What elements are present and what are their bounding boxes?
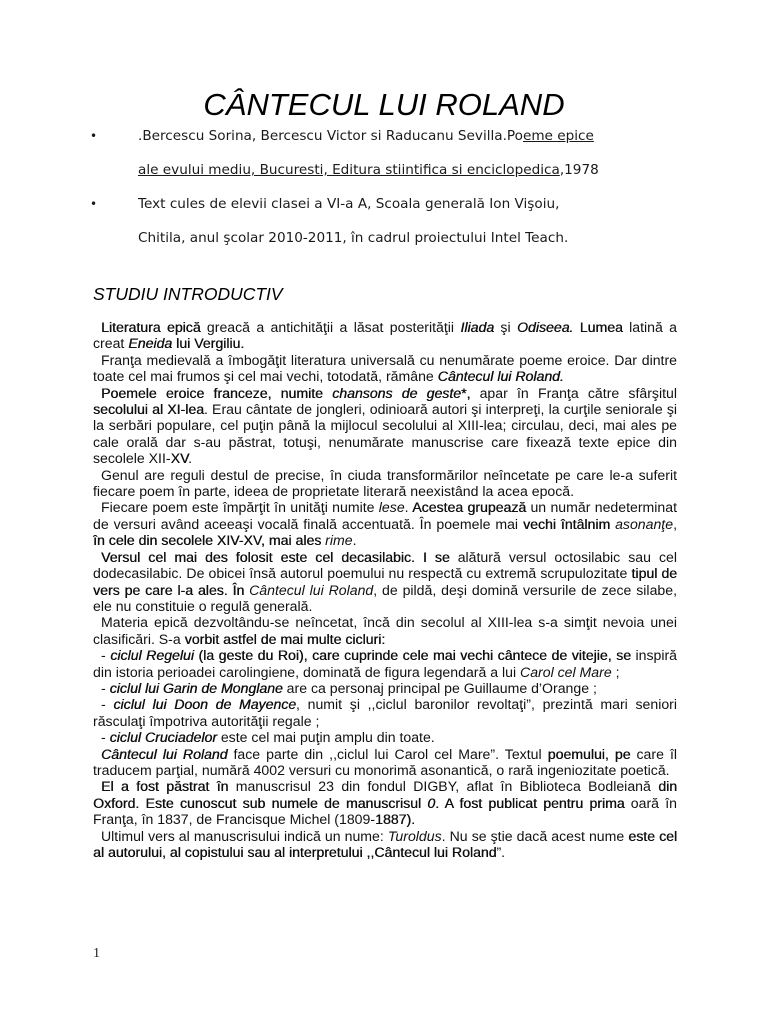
bullet-icon: • <box>90 197 98 211</box>
body-text <box>93 319 677 860</box>
list-item: - ciclul Regelui (la geste du Roi), care cuprinde cele mai vechi cântece de vitejie, se inspiră din istoria perioadei carolingiene, dominată de figura legendară a lui Carol cel Mare ; <box>93 647 678 680</box>
source-item <box>90 119 684 187</box>
bullet-icon: • <box>90 129 98 143</box>
paragraph: Franţa medievală a îmbogăţit literatura universală cu nenumărate poeme eroice. Dar dintre toate cel mai frumos şi cel mai vechi, totodată, rămâne Cântecul lui Roland. <box>93 351 677 385</box>
source-item <box>90 187 684 255</box>
section-title: STUDIU INTRODUCTIV <box>93 284 283 304</box>
paragraph: Fiecare poem este împărţit în unităţi numite lese. Acestea grupează un număr nedeterminat de versuri având aceeaşi vocală finală accentuată. În poemele mai vechi întâlnim asonanţe, în cele din secolele XIV-XV, mai ales rime. <box>93 499 677 549</box>
list-item: - ciclul lui Doon de Mayence, numit şi ,,ciclul baronilor revoltaţi”, prezintă mari seniori răsculaţi împotriva autorităţii regale ; <box>93 696 677 729</box>
paragraph: Genul are reguli destul de precise, în ciuda transformărilor neîncetate pe care le-a suferit fiecare poem în parte, ideea de proprietate literară neexistând la acea epocă. <box>93 466 677 500</box>
document-title: CÂNTECUL LUI ROLAND <box>203 87 565 122</box>
paragraph: Ultimul vers al manuscrisului indică un nume: Turoldus. Nu se ştie dacă acest nume este cel al autorului, al copistului sau al interpretului ,,Cântecul lui Roland”. <box>93 827 677 860</box>
paragraph: Literatura epică greacă a antichităţii a lăsat posterităţii Iliada şi Odiseea. Lumea latină a creat Eneida lui Vergiliu. <box>93 319 677 352</box>
list-item: - ciclul Cruciadelor este cel mai puţin amplu din toate. <box>101 729 435 746</box>
paragraph: El a fost păstrat în manuscrisul 23 din fondul DIGBY, aflat în Biblioteca Bodleiană din Oxford. Este cunoscut sub numele de manuscrisul 0. A fost publicat pentru prima oară în Franţa, în 1837, de Francisque Michel (1809-1887). <box>93 778 677 828</box>
paragraph: Cântecul lui Roland face parte din ,,ciclul lui Carol cel Mare”. Textul poemului, pe care îl traducem parţial, numără 4002 versuri cu monorimă asonantică, o rară ingeniozitate poetică. <box>93 745 678 778</box>
sources-list <box>90 119 684 255</box>
list-item: - ciclul lui Garin de Monglane are ca personaj principal pe Guillaume d’Orange ; <box>101 679 597 696</box>
page-number: 1 <box>93 946 100 961</box>
paragraph: Poemele eroice franceze, numite chansons de geste*, apar în Franţa către sfârşitul secolului al XI-lea. Erau cântate de jongleri, odinioară autori şi interpreţi, la curţile seniorale şi la serbări populare, cel puţin până la mijlocul secolului al XIII-lea; circulau, deci, mai ales pe cale orală dar s-au păstrat, totuşi, nenumărate manuscrise care fixează texte epice din secolele XII-XV. <box>93 384 677 467</box>
paragraph: Materia epică dezvoltându-se neîncetat, încă din secolul al XIII-lea s-a simţit nevoia unei clasificări. S-a vorbit astfel de mai multe cicluri: <box>93 614 677 647</box>
source-text: Text cules de elevii clasei a VI-a A, Scoala generală Ion Vişoiu, Chitila, anul şcolar 2010-2011, în cadrul proiectului Intel Teach. <box>138 196 569 246</box>
paragraph: Versul cel mai des folosit este cel decasilabic. I se alătură versul octosilabic sau cel dodecasilabic. De obicei însă autorul poemului nu respectă cu extremă scrupulozitate tipul de vers pe care l-a ales. În Cântecul lui Roland, de pildă, deşi domină versurile de zece silabe, ele nu constituie o regulă generală. <box>93 548 677 614</box>
source-text: .Bercescu Sorina, Bercescu Victor si Raducanu Sevilla.Poeme epice ale evului mediu, Bucuresti, Editura stiintifica si enciclopedica,1978 <box>138 128 599 178</box>
